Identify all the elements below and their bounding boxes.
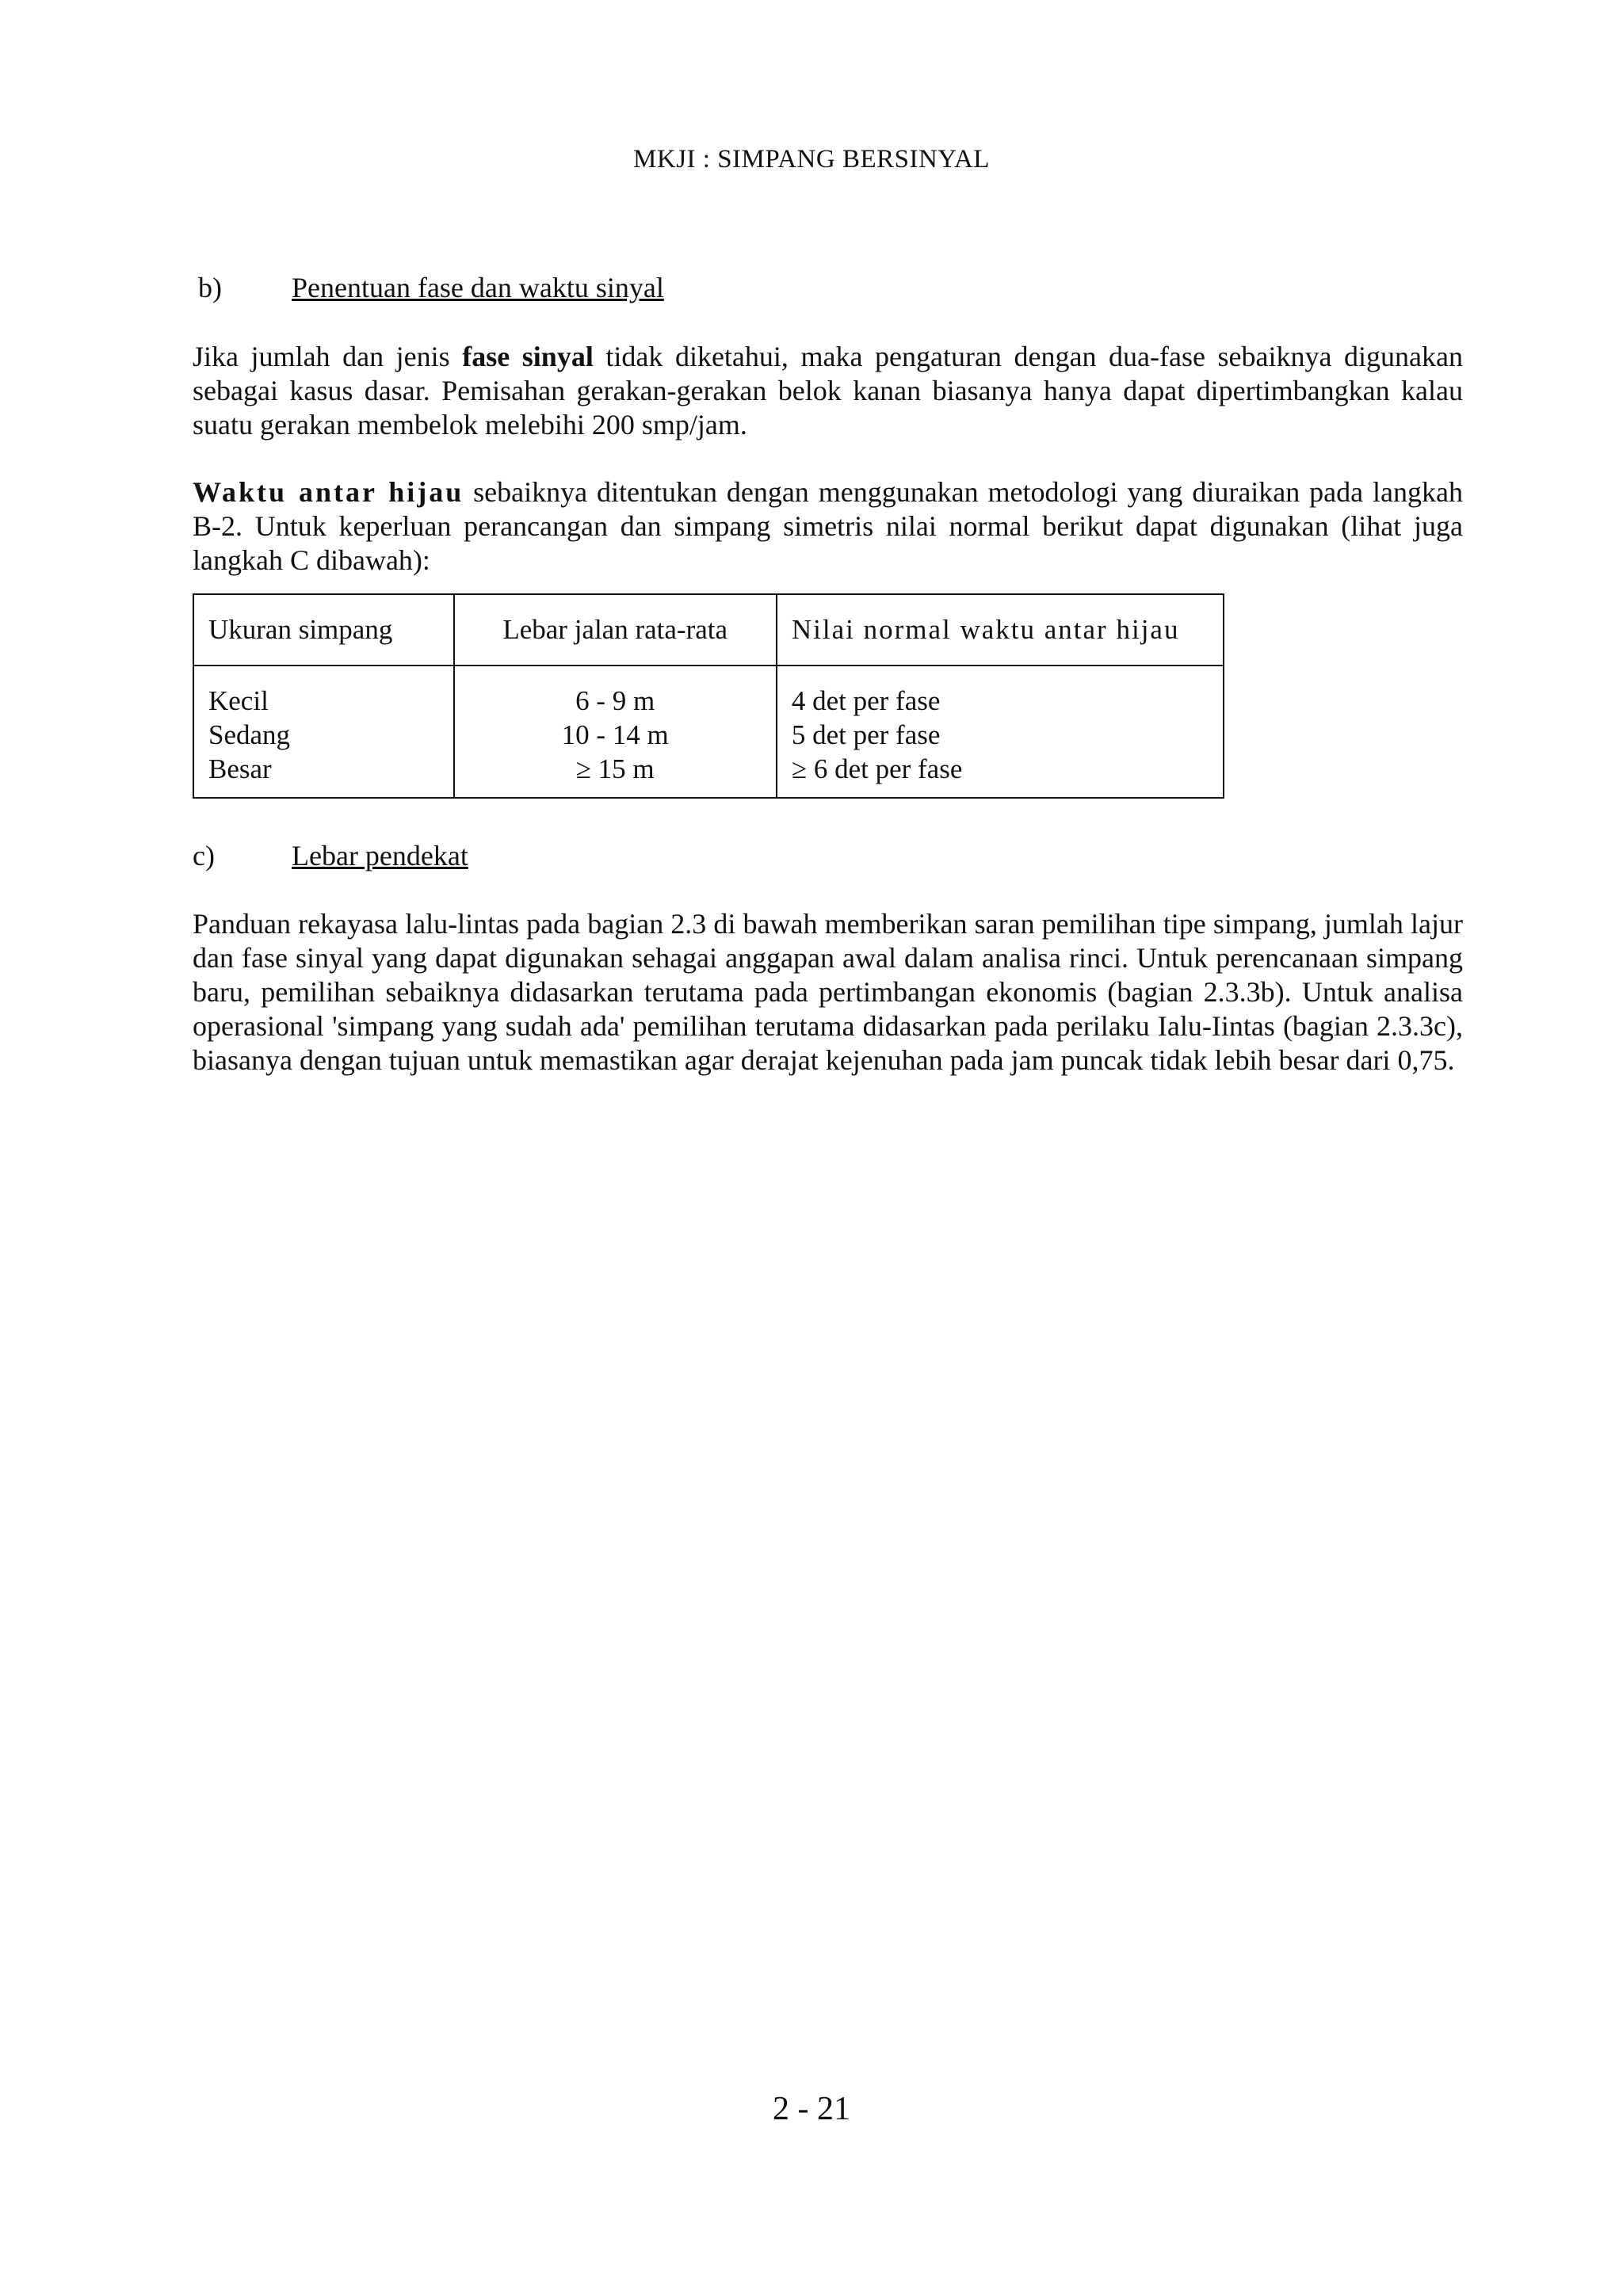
table-header-width: Lebar jalan rata-rata xyxy=(454,594,777,666)
section-c-title: Lebar pendekat xyxy=(292,840,468,871)
table-cell-widths xyxy=(454,666,777,798)
table-cell: 4 det per fase xyxy=(791,685,941,716)
table-header-row xyxy=(193,594,1224,666)
table-cell-sizes xyxy=(193,666,454,798)
table-cell-values xyxy=(777,666,1224,798)
table-cell: 10 - 14 m xyxy=(561,719,669,750)
p1-text-before: Jika jumlah dan jenis xyxy=(193,341,463,372)
table-header-size: Ukuran simpang xyxy=(193,594,454,666)
section-b-paragraph-2 xyxy=(193,475,1463,578)
section-b-title: Penentuan fase dan waktu sinyal xyxy=(292,272,664,303)
section-b-number: b) xyxy=(198,272,222,303)
table-cell: 5 det per fase xyxy=(791,719,941,750)
p2-bold-term: Waktu antar hijau xyxy=(193,476,464,508)
section-c-paragraph: Panduan rekayasa lalu-lintas pada bagian 2.3 di bawah memberikan saran pemilihan tipe simpang, jumlah lajur dan fase sinyal yang dapat digunakan sehagai anggapan awal dalam analisa rinci. Untuk perencanaan simpang baru, pemilihan sebaiknya didasarkan terutama pada pertimbangan ekonomis (bagian 2.3.3b). Untuk analisa operasional 'simpang yang sudah ada' pemilihan terutama didasarkan pada perilaku Ialu-Iintas (bagian 2.3.3c), biasanya dengan tujuan untuk memastikan agar derajat kejenuhan pada jam puncak tidak lebih besar dari 0,75. xyxy=(193,908,1463,1076)
p1-bold-term: fase sinyal xyxy=(462,341,594,372)
table-header-value: Nilai normal waktu antar hijau xyxy=(777,594,1224,666)
p2-text-after: sebaiknya ditentukan dengan menggunakan metodologi yang diuraikan pada langkah B-2. Untuk keperluan perancangan dan simpang simetris nilai normal berikut dapat digunakan (lihat juga langkah C dibawah): xyxy=(193,476,1463,576)
intergreen-table xyxy=(193,593,1224,799)
section-c-number: c) xyxy=(193,840,215,871)
p1-text-after: tidak diketahui, maka pengaturan dengan dua-fase sebaiknya digunakan sebagai kasus dasar. Pemisahan gerakan-gerakan belok kanan biasanya hanya dapat dipertimbangkan kalau suatu gerakan membelok melebihi 200 smp/jam. xyxy=(193,341,1464,441)
table-cell: Kecil xyxy=(208,685,269,716)
table-cell: Sedang xyxy=(208,719,291,750)
section-b-paragraph-1 xyxy=(193,340,1463,442)
table-cell: ≥ 15 m xyxy=(575,753,655,784)
table-cell: Besar xyxy=(208,753,272,784)
page-header: MKJI : SIMPANG BERSINYAL xyxy=(633,145,990,174)
table-cell: 6 - 9 m xyxy=(575,685,655,716)
table-body-row xyxy=(193,666,1224,798)
page-number: 2 - 21 xyxy=(773,2091,850,2127)
table-cell: ≥ 6 det per fase xyxy=(791,753,963,784)
